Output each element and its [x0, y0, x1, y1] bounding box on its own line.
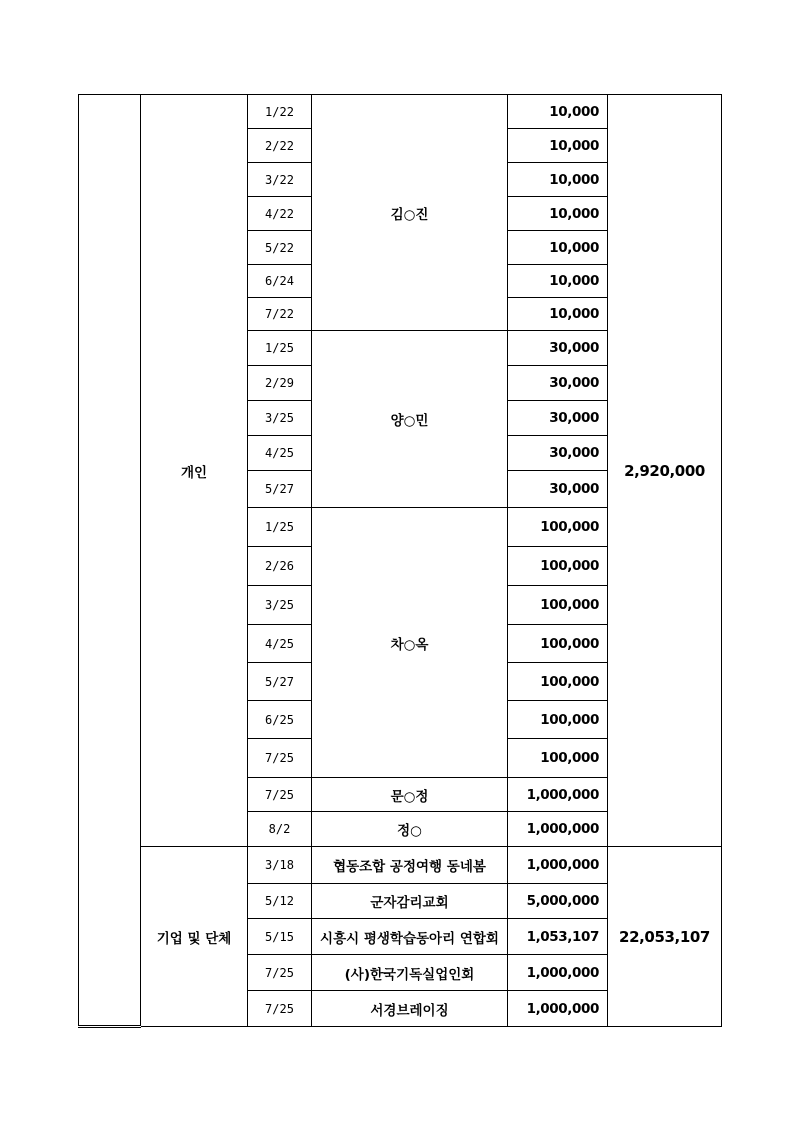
date-cell: 8/2 [248, 812, 312, 847]
date-cell: 4/25 [248, 436, 312, 471]
date-cell: 4/25 [248, 625, 312, 663]
donor-name: 차○옥 [312, 508, 508, 778]
date-cell: 7/25 [248, 955, 312, 991]
date-cell: 1/25 [248, 331, 312, 366]
donor-name: 협동조합 공정여행 동네봄 [312, 847, 508, 884]
date-cell: 3/18 [248, 847, 312, 884]
amount-cell: 1,000,000 [508, 778, 608, 812]
amount-cell: 1,000,000 [508, 991, 608, 1027]
date-cell: 3/22 [248, 163, 312, 197]
date-cell: 4/22 [248, 197, 312, 231]
donor-name: 시흥시 평생학습동아리 연합회 [312, 919, 508, 955]
donor-name: 김○진 [312, 95, 508, 331]
amount-cell: 10,000 [508, 163, 608, 197]
table-row [79, 95, 722, 129]
amount-cell: 100,000 [508, 739, 608, 778]
amount-cell: 30,000 [508, 436, 608, 471]
blank-column [79, 95, 141, 1027]
date-cell: 5/27 [248, 471, 312, 508]
donor-name: 정○ [312, 812, 508, 847]
date-cell: 5/22 [248, 231, 312, 265]
donation-table [78, 94, 722, 1028]
amount-cell: 30,000 [508, 366, 608, 401]
amount-cell: 100,000 [508, 663, 608, 701]
date-cell: 1/25 [248, 508, 312, 547]
amount-cell: 100,000 [508, 701, 608, 739]
amount-cell: 10,000 [508, 197, 608, 231]
individual-total: 2,920,000 [608, 95, 722, 847]
amount-cell: 1,000,000 [508, 955, 608, 991]
amount-cell: 10,000 [508, 265, 608, 298]
date-cell: 2/22 [248, 129, 312, 163]
corporate-total: 22,053,107 [608, 847, 722, 1027]
amount-cell: 100,000 [508, 586, 608, 625]
donor-name: 문○정 [312, 778, 508, 812]
date-cell: 5/15 [248, 919, 312, 955]
amount-cell: 10,000 [508, 129, 608, 163]
amount-cell: 5,000,000 [508, 884, 608, 919]
amount-cell: 30,000 [508, 471, 608, 508]
donation-table-body [79, 95, 722, 1027]
amount-cell: 100,000 [508, 625, 608, 663]
date-cell: 6/24 [248, 265, 312, 298]
amount-cell: 1,000,000 [508, 847, 608, 884]
amount-cell: 10,000 [508, 298, 608, 331]
amount-cell: 10,000 [508, 231, 608, 265]
date-cell: 7/25 [248, 739, 312, 778]
date-cell: 6/25 [248, 701, 312, 739]
date-cell: 2/26 [248, 547, 312, 586]
amount-cell: 1,053,107 [508, 919, 608, 955]
date-cell: 3/25 [248, 401, 312, 436]
table-row [79, 847, 722, 884]
date-cell: 7/25 [248, 991, 312, 1027]
donor-name: 군자감리교회 [312, 884, 508, 919]
date-cell: 5/12 [248, 884, 312, 919]
category-individual: 개인 [141, 95, 248, 847]
date-cell: 1/22 [248, 95, 312, 129]
amount-cell: 1,000,000 [508, 812, 608, 847]
amount-cell: 100,000 [508, 547, 608, 586]
date-cell: 7/25 [248, 778, 312, 812]
donor-name: 양○민 [312, 331, 508, 508]
donor-name: 서경브레이징 [312, 991, 508, 1027]
amount-cell: 30,000 [508, 401, 608, 436]
category-corporate: 기업 및 단체 [141, 847, 248, 1027]
donor-name: (사)한국기독실업인회 [312, 955, 508, 991]
date-cell: 3/25 [248, 586, 312, 625]
amount-cell: 100,000 [508, 508, 608, 547]
amount-cell: 30,000 [508, 331, 608, 366]
date-cell: 2/29 [248, 366, 312, 401]
amount-cell: 10,000 [508, 95, 608, 129]
date-cell: 5/27 [248, 663, 312, 701]
date-cell: 7/22 [248, 298, 312, 331]
